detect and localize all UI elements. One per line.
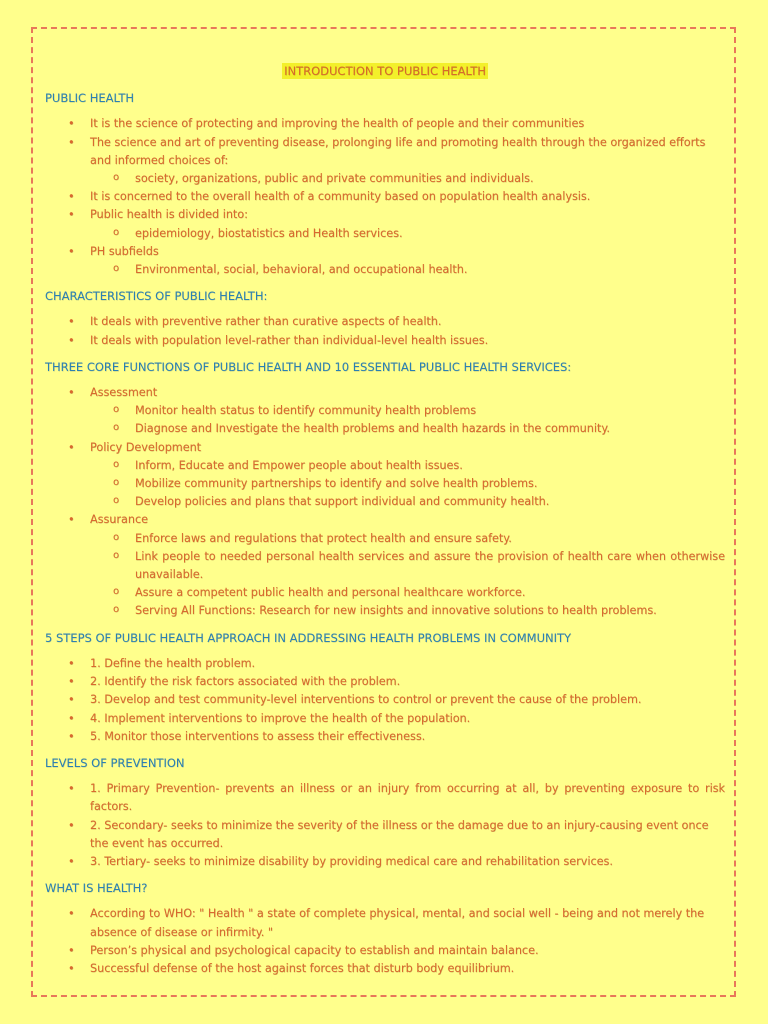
list-item: • 2. Identify the risk factors associated with the problem. [45, 673, 725, 691]
sub-list-item: o Inform, Educate and Empower people about health issues. [90, 457, 725, 475]
section-heading-what-is-health: WHAT IS HEALTH? [45, 881, 148, 896]
section-heading-core-functions: THREE CORE FUNCTIONS OF PUBLIC HEALTH AND 10 ESSENTIAL PUBLIC HEALTH SERVICES: [45, 359, 572, 374]
prevention-list [45, 780, 725, 871]
list-item: • 1. Primary Prevention- prevents an illness or an injury from occurring at all, by preventing exposure to risk factors. [45, 780, 725, 816]
sub-list-item: o Serving All Functions: Research for new insights and innovative solutions to health problems. [90, 602, 725, 620]
public-health-list [45, 115, 725, 279]
list-item: • 1. Define the health problem. [45, 655, 725, 673]
sub-list [90, 261, 725, 279]
section-heading-five-steps: 5 STEPS OF PUBLIC HEALTH APPROACH IN ADDRESSING HEALTH PROBLEMS IN COMMUNITY [45, 630, 572, 645]
section-heading-characteristics: CHARACTERISTICS OF PUBLIC HEALTH: [45, 289, 268, 304]
what-is-health-list [45, 905, 725, 978]
sub-list-item: o Environmental, social, behavioral, and occupational health. [90, 261, 725, 279]
sub-list [90, 530, 725, 621]
list-item: • 3. Tertiary- seeks to minimize disability by providing medical care and rehabilitation services. [45, 853, 725, 871]
sub-list-item: o Mobilize community partnerships to identify and solve health problems. [90, 475, 725, 493]
list-item: • 5. Monitor those interventions to assess their effectiveness. [45, 728, 725, 746]
list-item: • Policy Development o Inform, Educate and Empower people about health issues. o Mobilize community partnerships to identify and solve health problems. o Develop policies and plans that support individual and community health. [45, 439, 725, 512]
list-item: • Assessment o Monitor health status to identify community health problems o Diagnose and Investigate the health problems and health hazards in the community. [45, 384, 725, 439]
sub-list-item: o epidemiology, biostatistics and Health services. [90, 225, 725, 243]
list-item: • It is concerned to the overall health of a community based on population health analysis. [45, 188, 725, 206]
list-item: • Successful defense of the host against forces that disturb body equilibrium. [45, 960, 725, 978]
section-heading-public-health: PUBLIC HEALTH [45, 91, 135, 106]
sub-list [90, 225, 725, 243]
sub-list-item: o Diagnose and Investigate the health problems and health hazards in the community. [90, 420, 725, 438]
section-heading-prevention: LEVELS OF PREVENTION [45, 755, 185, 770]
sub-list-item: o Monitor health status to identify community health problems [90, 402, 725, 420]
list-item: • Person’s physical and psychological capacity to establish and maintain balance. [45, 942, 725, 960]
sub-list [90, 457, 725, 512]
list-item: • Assurance o Enforce laws and regulations that protect health and ensure safety. o Link people to needed personal health services and assure the provision of health care when otherwise unavailable. o Assure a competent public health and personal healthcare workforce. o Serving All Functions: Research for new insights and innovative solutions to health problems. [45, 511, 725, 620]
sub-list [90, 170, 725, 188]
sub-list [90, 402, 725, 438]
sub-list-item: o Develop policies and plans that support individual and community health. [90, 493, 725, 511]
sub-list-item: o Link people to needed personal health services and assure the provision of health care when otherwise unavailable. [90, 548, 725, 584]
five-steps-list [45, 655, 725, 746]
list-item: • 2. Secondary- seeks to minimize the severity of the illness or the damage due to an injury-causing event once the event has occurred. [45, 817, 725, 853]
list-item: • The science and art of preventing disease, prolonging life and promoting health through the organized efforts and informed choices of: o society, organizations, public and private communities and individuals. [45, 134, 725, 189]
list-item: • It is the science of protecting and improving the health of people and their communities [45, 115, 725, 133]
document-title: INTRODUCTION TO PUBLIC HEALTH [284, 64, 486, 78]
list-item: • 4. Implement interventions to improve the health of the population. [45, 710, 725, 728]
list-item: • 3. Develop and test community-level interventions to control or prevent the cause of the problem. [45, 691, 725, 709]
sub-list-item: o Enforce laws and regulations that protect health and ensure safety. [90, 530, 725, 548]
sub-list-item: o society, organizations, public and private communities and individuals. [90, 170, 725, 188]
list-item: • It deals with population level-rather than individual-level health issues. [45, 332, 725, 350]
core-functions-list [45, 384, 725, 621]
list-item: • PH subfields o Environmental, social, behavioral, and occupational health. [45, 243, 725, 279]
list-item: • It deals with preventive rather than curative aspects of health. [45, 313, 725, 331]
list-item: • According to WHO: " Health " a state of complete physical, mental, and social well - being and not merely the absence of disease or infirmity. " [45, 905, 725, 941]
sub-list-item: o Assure a competent public health and personal healthcare workforce. [90, 584, 725, 602]
characteristics-list [45, 313, 725, 349]
list-item: • Public health is divided into: o epidemiology, biostatistics and Health services. [45, 206, 725, 242]
document-body [45, 62, 725, 986]
